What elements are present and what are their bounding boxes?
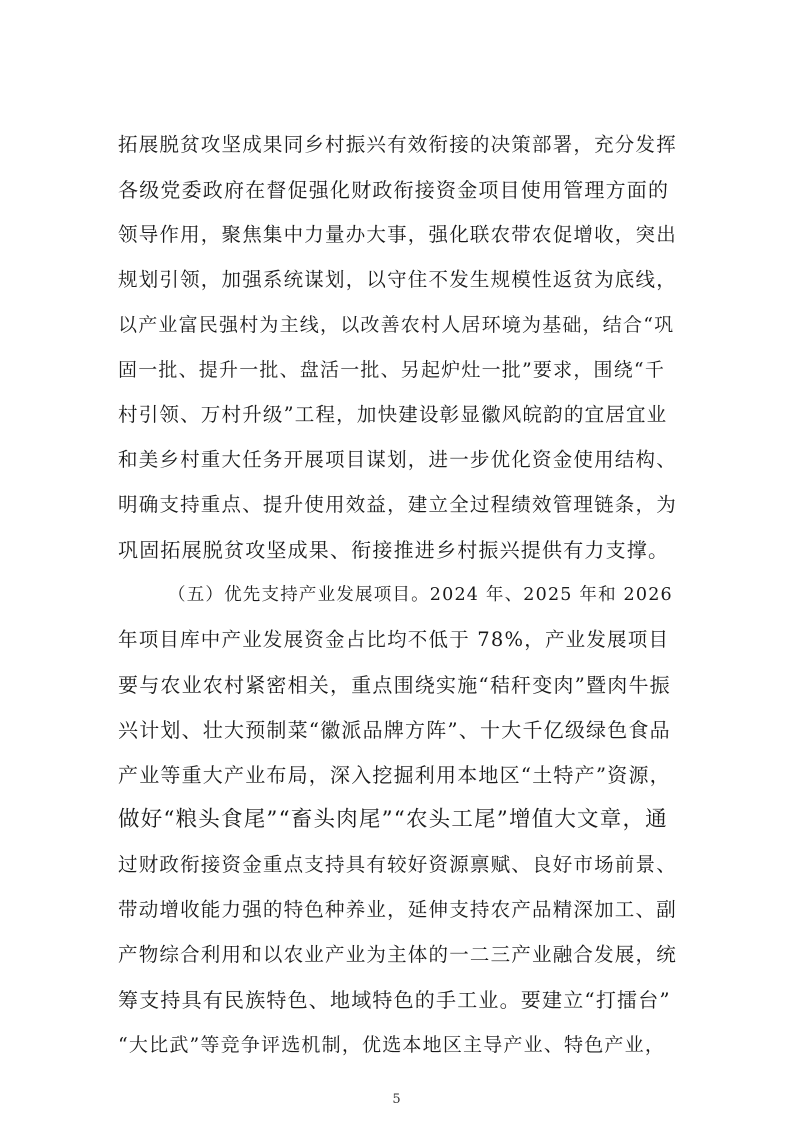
text-line: 产物综合利用和以农业产业为主体的一二三产业融合发展，统 bbox=[118, 943, 677, 966]
page-number: 5 bbox=[392, 1092, 401, 1107]
text-line: 和美乡村重大任务开展项目谋划，进一步优化资金使用结构、 bbox=[118, 448, 677, 471]
text-line: 明确支持重点、提升使用效益，建立全过程绩效管理链条，为 bbox=[118, 493, 677, 516]
text-line: 筹支持具有民族特色、地域特色的手工业。要建立“打擂台” bbox=[118, 988, 671, 1012]
text-line: 村引领、万村升级”工程，加快建设彰显徽风皖韵的宜居宜业 bbox=[118, 403, 668, 426]
text-line: 规划引领，加强系统谋划，以守住不发生规模性返贫为底线， bbox=[118, 268, 677, 291]
text-line: “大比武”等竞争评选机制，优选本地区主导产业、特色产业， bbox=[118, 1034, 666, 1056]
section-heading-line: （五）优先支持产业发展项目。2024 年、2025 年和 2026 bbox=[168, 585, 673, 605]
text-line: 巩固拓展脱贫攻坚成果、衔接推进乡村振兴提供有力支撑。 bbox=[118, 538, 670, 562]
text-line: 拓展脱贫攻坚成果同乡村振兴有效衔接的决策部署，充分发挥 bbox=[118, 133, 677, 156]
text-line: 以产业富民强村为主线，以改善农村人居环境为基础，结合“巩 bbox=[118, 314, 675, 336]
text-line: 产业等重大产业布局，深入挖掘利用本地区“土特产”资源， bbox=[118, 763, 671, 787]
text-line: 各级党委政府在督促强化财政衔接资金项目使用管理方面的 bbox=[118, 178, 670, 202]
text-line: 要与农业农村紧密相关，重点围绕实施“秸秆变肉”暨肉牛振 bbox=[118, 673, 671, 697]
text-line: 兴计划、壮大预制菜“徽派品牌方阵”、十大千亿级绿色食品 bbox=[118, 718, 671, 742]
text-line: 带动增收能力强的特色种养业，延伸支持农产品精深加工、副 bbox=[118, 898, 677, 921]
text-line: 领导作用，聚焦集中力量办大事，强化联农带农促增收，突出 bbox=[118, 223, 677, 246]
text-line: 过财政衔接资金重点支持具有较好资源禀赋、良好市场前景、 bbox=[118, 853, 677, 876]
text-line: 年项目库中产业发展资金占比均不低于 78%，产业发展项目 bbox=[118, 628, 670, 651]
text-line: 固一批、提升一批、盘活一批、另起炉灶一批”要求，围绕“千 bbox=[118, 359, 666, 381]
text-line: 做好“粮头食尾”“畜头肉尾”“农头工尾”增值大文章，通 bbox=[118, 807, 668, 832]
